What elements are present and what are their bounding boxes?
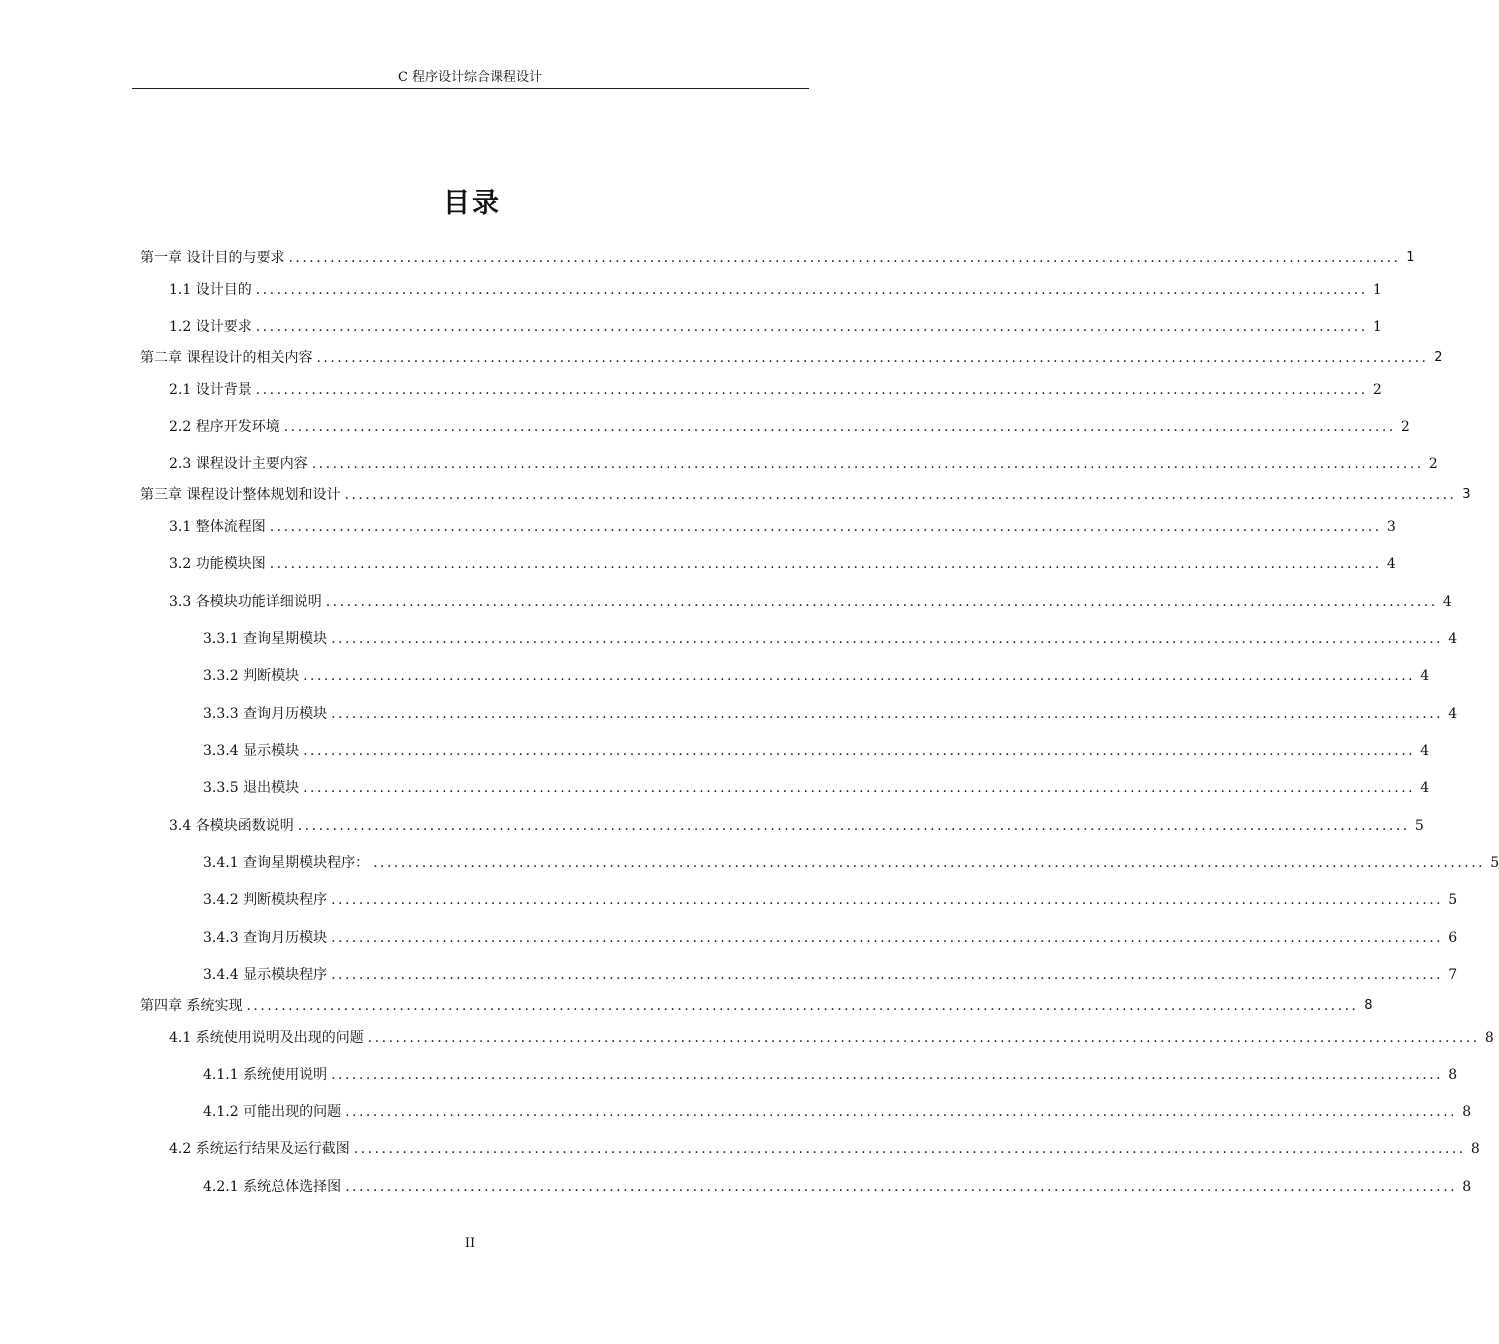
toc-entry-label: 3.4.4 显示模块程序 [203, 967, 328, 983]
toc-entry-page: 8 [1462, 1104, 1472, 1120]
toc-dot-leader: ................................................................................................................................................................ [331, 892, 1444, 908]
toc-entry-label: 4.2 系统运行结果及运行截图 [169, 1141, 350, 1157]
toc-entry[interactable] [140, 484, 1471, 504]
toc-entry-label: 2.3 课程设计主要内容 [169, 456, 308, 472]
toc-entry-page: 5 [1448, 892, 1458, 908]
toc-entry-page: 4 [1448, 706, 1458, 722]
toc-entry[interactable] [203, 1101, 1472, 1121]
toc-entry[interactable] [169, 815, 1424, 835]
toc-entry-label: 3.3.5 退出模块 [203, 780, 300, 796]
toc-entry[interactable] [169, 591, 1452, 611]
toc-entry-label: 3.3 各模块功能详细说明 [169, 594, 322, 610]
toc-entry-label: 第四章 系统实现 [140, 998, 243, 1014]
toc-entry[interactable] [169, 453, 1438, 473]
toc-entry[interactable] [140, 995, 1373, 1015]
toc-entry-page: 4 [1420, 780, 1430, 796]
toc-dot-leader: ................................................................................................................................................................ [353, 1141, 1466, 1157]
toc-dot-leader: ................................................................................................................................................................ [255, 282, 1368, 298]
toc-dot-leader: ................................................................................................................................................................ [367, 1030, 1480, 1046]
toc-entry-label: 3.3.1 查询星期模块 [203, 631, 328, 647]
toc-dot-leader: ................................................................................................................................................................ [311, 456, 1424, 472]
toc-dot-leader: ................................................................................................................................................................ [331, 631, 1444, 647]
toc-entry-label: 3.2 功能模块图 [169, 556, 266, 572]
toc-entry-label: 3.3.3 查询月历模块 [203, 706, 328, 722]
toc-entry-page: 2 [1372, 382, 1382, 398]
toc-entry[interactable] [169, 316, 1382, 336]
toc-entry-label: 4.2.1 系统总体选择图 [203, 1179, 342, 1195]
toc-entry[interactable] [140, 247, 1415, 267]
toc-entry-page: 8 [1364, 998, 1373, 1013]
toc-dot-leader: ................................................................................................................................................................ [331, 1067, 1444, 1083]
toc-entry-label: 第三章 课程设计整体规划和设计 [140, 487, 341, 503]
toc-entry[interactable] [203, 1176, 1472, 1196]
toc-entry-page: 5 [1490, 855, 1499, 871]
toc-entry[interactable] [203, 1064, 1458, 1084]
toc-entry[interactable] [203, 628, 1458, 648]
toc-entry-page: 5 [1414, 818, 1424, 834]
toc-entry[interactable] [203, 889, 1458, 909]
toc-entry-label: 1.1 设计目的 [169, 282, 252, 298]
toc-entry[interactable] [169, 1027, 1494, 1047]
running-header: C 程序设计综合课程设计 [397, 70, 543, 85]
toc-entry-label: 2.1 设计背景 [169, 382, 252, 398]
toc-dot-leader: ................................................................................................................................................................ [303, 743, 1416, 759]
toc-entry-label: 3.4 各模块函数说明 [169, 818, 294, 834]
toc-entry-page: 2 [1428, 456, 1438, 472]
toc-entry-label: 4.1.2 可能出现的问题 [203, 1104, 342, 1120]
toc-entry[interactable] [169, 279, 1382, 299]
toc-entry-page: 1 [1372, 282, 1382, 298]
toc-entry[interactable] [203, 740, 1430, 760]
toc-entry-page: 8 [1470, 1141, 1480, 1157]
toc-entry-page: 2 [1400, 419, 1410, 435]
toc-dot-leader: ................................................................................................................................................................ [316, 350, 1429, 366]
toc-entry-label: 第二章 课程设计的相关内容 [140, 350, 313, 366]
toc-entry[interactable] [203, 964, 1458, 984]
toc-entry-label: 第一章 设计目的与要求 [140, 250, 285, 266]
toc-entry-page: 1 [1372, 319, 1382, 335]
toc-dot-leader: ................................................................................................................................................................ [331, 967, 1444, 983]
toc-entry-page: 2 [1434, 350, 1443, 365]
toc-entry-label: 3.4.1 查询星期模块程序： [203, 855, 370, 871]
toc-entry-page: 1 [1406, 250, 1415, 265]
toc-dot-leader: ................................................................................................................................................................ [344, 487, 1457, 503]
toc-entry-label: 3.4.3 查询月历模块 [203, 930, 328, 946]
toc-entry-page: 4 [1448, 631, 1458, 647]
toc-dot-leader: ................................................................................................................................................................ [331, 930, 1444, 946]
toc-entry-page: 6 [1448, 930, 1458, 946]
toc-entry[interactable] [203, 703, 1458, 723]
toc-entry[interactable] [203, 927, 1458, 947]
toc-entry[interactable] [203, 665, 1430, 685]
toc-entry[interactable] [203, 777, 1430, 797]
toc-dot-leader: ................................................................................................................................................................ [331, 706, 1444, 722]
toc-entry[interactable] [169, 379, 1382, 399]
toc-dot-leader: ................................................................................................................................................................ [255, 319, 1368, 335]
toc-title: 目录 [443, 188, 501, 219]
toc-entry-page: 8 [1448, 1067, 1458, 1083]
toc-entry-page: 3 [1462, 487, 1471, 502]
toc-entry-label: 3.4.2 判断模块程序 [203, 892, 328, 908]
toc-entry-page: 4 [1386, 556, 1396, 572]
toc-dot-leader: ................................................................................................................................................................ [345, 1179, 1458, 1195]
toc-entry-page: 4 [1442, 594, 1452, 610]
toc-entry[interactable] [203, 852, 1499, 872]
toc-entry-page: 8 [1484, 1030, 1494, 1046]
toc-dot-leader: ................................................................................................................................................................ [246, 998, 1359, 1014]
toc-dot-leader: ................................................................................................................................................................ [255, 382, 1368, 398]
toc-entry-label: 3.3.4 显示模块 [203, 743, 300, 759]
toc-dot-leader: ................................................................................................................................................................ [269, 519, 1382, 535]
toc-entry[interactable] [169, 553, 1396, 573]
toc-dot-leader: ................................................................................................................................................................ [297, 818, 1410, 834]
toc-entry-label: 3.3.2 判断模块 [203, 668, 300, 684]
toc-entry[interactable] [140, 347, 1443, 367]
toc-entry-label: 4.1.1 系统使用说明 [203, 1067, 328, 1083]
toc-entry-label: 3.1 整体流程图 [169, 519, 266, 535]
toc-dot-leader: ................................................................................................................................................................ [283, 419, 1396, 435]
page-number: II [464, 1236, 476, 1251]
toc-entry[interactable] [169, 1138, 1480, 1158]
toc-entry[interactable] [169, 416, 1410, 436]
toc-entry-label: 4.1 系统使用说明及出现的问题 [169, 1030, 364, 1046]
toc-entry-label: 1.2 设计要求 [169, 319, 252, 335]
toc-entry-page: 4 [1420, 743, 1430, 759]
toc-dot-leader: ................................................................................................................................................................ [345, 1104, 1458, 1120]
toc-dot-leader: ................................................................................................................................................................ [288, 250, 1401, 266]
toc-dot-leader: ................................................................................................................................................................ [303, 780, 1416, 796]
toc-entry[interactable] [169, 516, 1396, 536]
toc-dot-leader: ................................................................................................................................................................ [269, 556, 1382, 572]
toc-entry-page: 8 [1462, 1179, 1472, 1195]
toc-dot-leader: ................................................................................................................................................................ [303, 668, 1416, 684]
toc-entry-page: 4 [1420, 668, 1430, 684]
toc-entry-page: 3 [1386, 519, 1396, 535]
toc-dot-leader: ................................................................................................................................................................ [325, 594, 1438, 610]
toc-dot-leader: ................................................................................................................................................................ [373, 855, 1486, 871]
toc-entry-label: 2.2 程序开发环境 [169, 419, 280, 435]
toc-entry-page: 7 [1448, 967, 1458, 983]
